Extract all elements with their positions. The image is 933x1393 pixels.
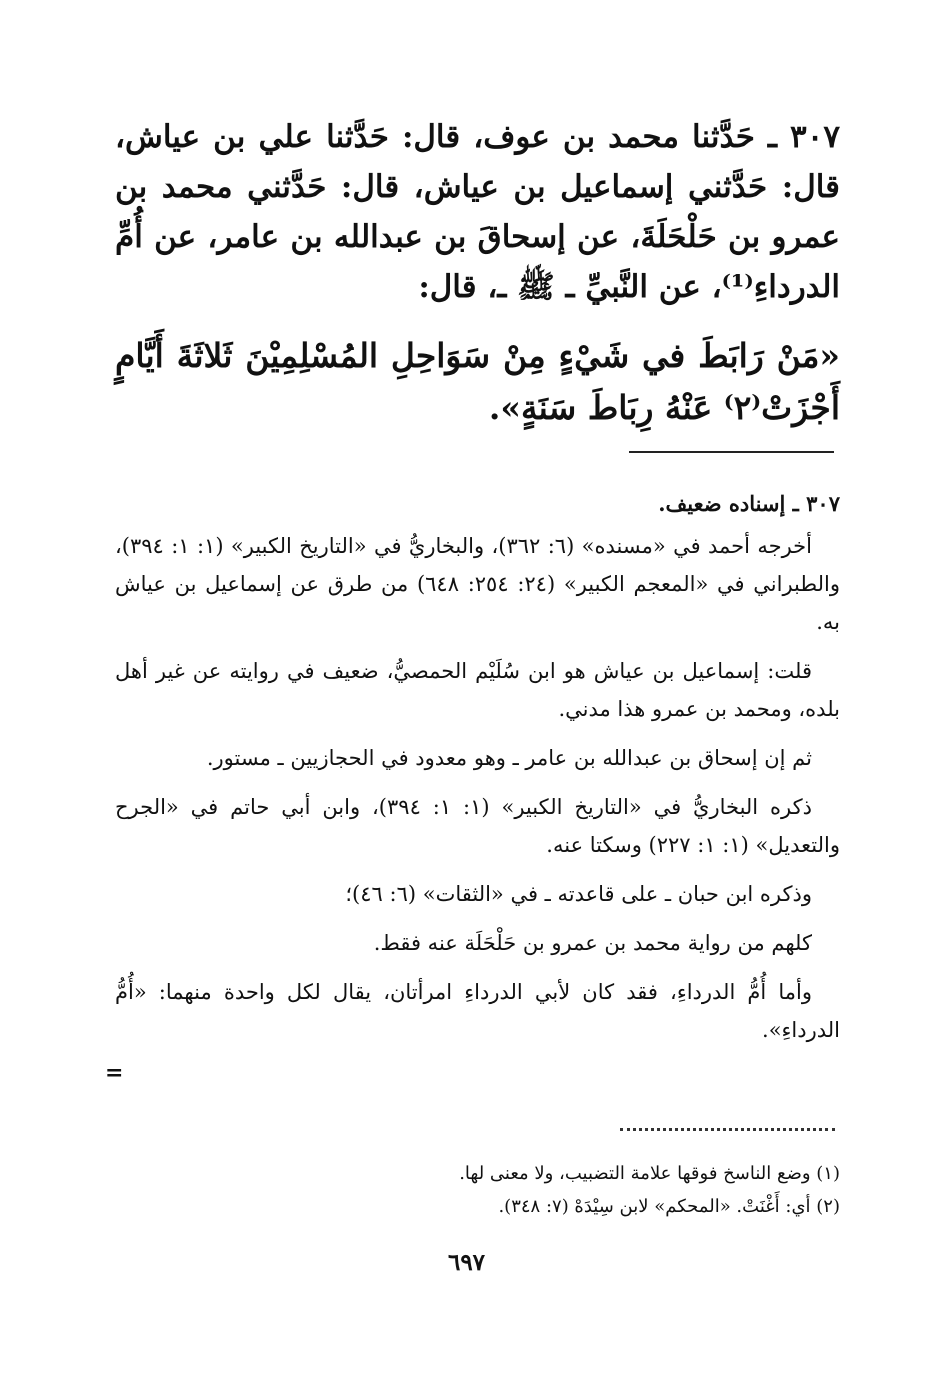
continuation-mark: = bbox=[105, 1060, 124, 1086]
hadith-chain bbox=[115, 112, 840, 312]
hadith-chain-text: ٣٠٧ ـ حَدَّثنا محمد بن عوف، قال: حَدَّثنا علي بن عياش، قال: حَدَّثني إسماعيل بن عياش، قال: حَدَّثني محمد بن عمرو بن حَلْحَلَةَ، عن إسحاقَ بن عبدالله بن عامر، عن أُمِّ الدرداءِ⁽¹⁾، عن النَّبيِّ ـ ﷺ ـ، قال: bbox=[115, 119, 840, 305]
commentary-paragraph: ثم إن إسحاق بن عبدالله بن عامر ـ وهو معدود في الحجازيين ـ مستور. bbox=[206, 746, 812, 770]
commentary-paragraph: أخرجه أحمد في «مسنده» (٦: ٣٦٢)، والبخاريُّ في «التاريخ الكبير» (١: ١: ٣٩٤)، والطبراني في «المعجم الكبير» (٢٤: ٢٥٤: ٦٤٨) من طرق عن إسماعيل بن عياش به. bbox=[115, 534, 840, 634]
footnote-1: (١) وضع الناسخ فوقها علامة التضبيب، ولا معنى لها. bbox=[459, 1163, 840, 1184]
hadith-text bbox=[115, 330, 840, 434]
page-number: ٦٩٧ bbox=[447, 1249, 486, 1276]
footnote-separator bbox=[620, 1128, 835, 1135]
commentary-paragraph: وذكره ابن حبان ـ على قاعدته ـ في «الثقات» (٦: ٤٦)؛ bbox=[345, 882, 812, 906]
section-divider bbox=[629, 451, 834, 453]
hadith-matn-text: «مَنْ رَابَطَ في شَيْءٍ مِنْ سَوَاحِلِ المُسْلِمِيْنَ ثَلاثَةَ أَيَّامٍ أَجْزَتْ⁽٢⁾ عَنْهُ رِبَاطَ سَنَةٍ». bbox=[115, 336, 840, 427]
footnotes bbox=[300, 1157, 840, 1223]
footnote-2: (٢) أي: أَغْنَتْ. «المحكم» لابن سِيْدَهْ (٧: ٣٤٨). bbox=[498, 1196, 840, 1217]
commentary-paragraph: ذكره البخاريُّ في «التاريخ الكبير» (١: ١: ٣٩٤)، وابن أبي حاتم في «الجرح والتعديل» (١: ١: ٢٢٧) وسكتا عنه. bbox=[115, 795, 840, 857]
commentary-section bbox=[115, 485, 840, 1060]
commentary-paragraph: قلت: إسماعيل بن عياش هو ابن سُلَيْم الحمصيُّ، ضعيف في روايته عن غير أهل بلده، ومحمد بن عمرو هذا مدني. bbox=[115, 659, 840, 721]
commentary-paragraph: وأما أُمُّ الدرداءِ، فقد كان لأبي الدرداءِ امرأتان، يقال لكل واحدة منهما: «أُمُّ الدرداءِ». bbox=[115, 980, 840, 1042]
commentary-paragraph: كلهم من رواية محمد بن عمرو بن حَلْحَلَة عنه فقط. bbox=[373, 931, 812, 955]
commentary-heading: ٣٠٧ ـ إسناده ضعيف. bbox=[658, 491, 840, 516]
